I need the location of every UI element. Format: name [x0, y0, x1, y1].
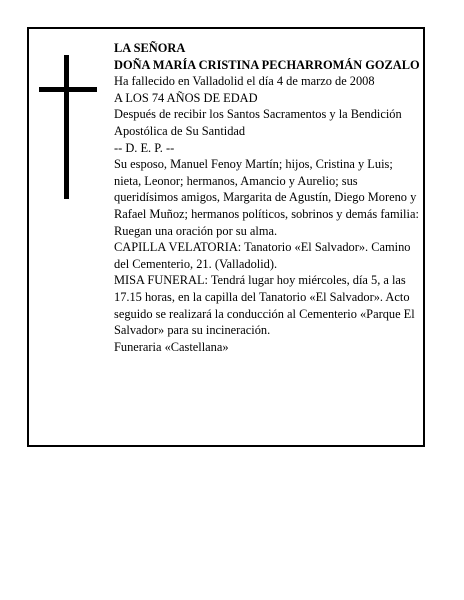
age-line: A LOS 74 AÑOS DE EDAD [114, 90, 258, 105]
sacraments-line: Después de recibir los Santos Sacramentos y la Bendición Apostólica de Su Santidad [114, 107, 402, 138]
notice-title: LA SEÑORA [114, 41, 186, 55]
notice-text [114, 40, 420, 355]
prayer-line: Ruegan una oración por su alma. [114, 223, 278, 238]
funeral-paragraph: MISA FUNERAL: Tendrá lugar hoy miércoles, día 5, a las 17.15 horas, en la capilla del Tanatorio «El Salvador». Acto seguido se realizará la conducción al Cementerio «Parque El Salvador» para su incineración. [114, 273, 415, 338]
cross-horizontal-bar [39, 87, 97, 92]
funeral-home-line: Funeraria «Castellana» [114, 339, 229, 354]
deceased-name: DOÑA MARÍA CRISTINA PECHARROMÁN GOZALO [114, 57, 420, 72]
family-paragraph: Su esposo, Manuel Fenoy Martín; hijos, Cristina y Luis; nieta, Leonor; hermanos, Amancio y Aurelio; sus queridísimos amigos, Margarita de Agustín, Diego Moreno y Rafael Muñoz; hermanos políticos, sobrinos y demás familia: [114, 157, 419, 221]
cross-icon [39, 55, 97, 199]
death-date-line: Ha fallecido en Valladolid el día 4 de marzo de 2008 [114, 74, 375, 89]
wake-paragraph: CAPILLA VELATORIA: Tanatorio «El Salvador». Camino del Cementerio, 21. (Valladolid). [114, 240, 411, 271]
cross-vertical-bar [64, 55, 69, 199]
rip-line: -- D. E. P. -- [114, 140, 175, 155]
obituary-notice [27, 27, 425, 447]
